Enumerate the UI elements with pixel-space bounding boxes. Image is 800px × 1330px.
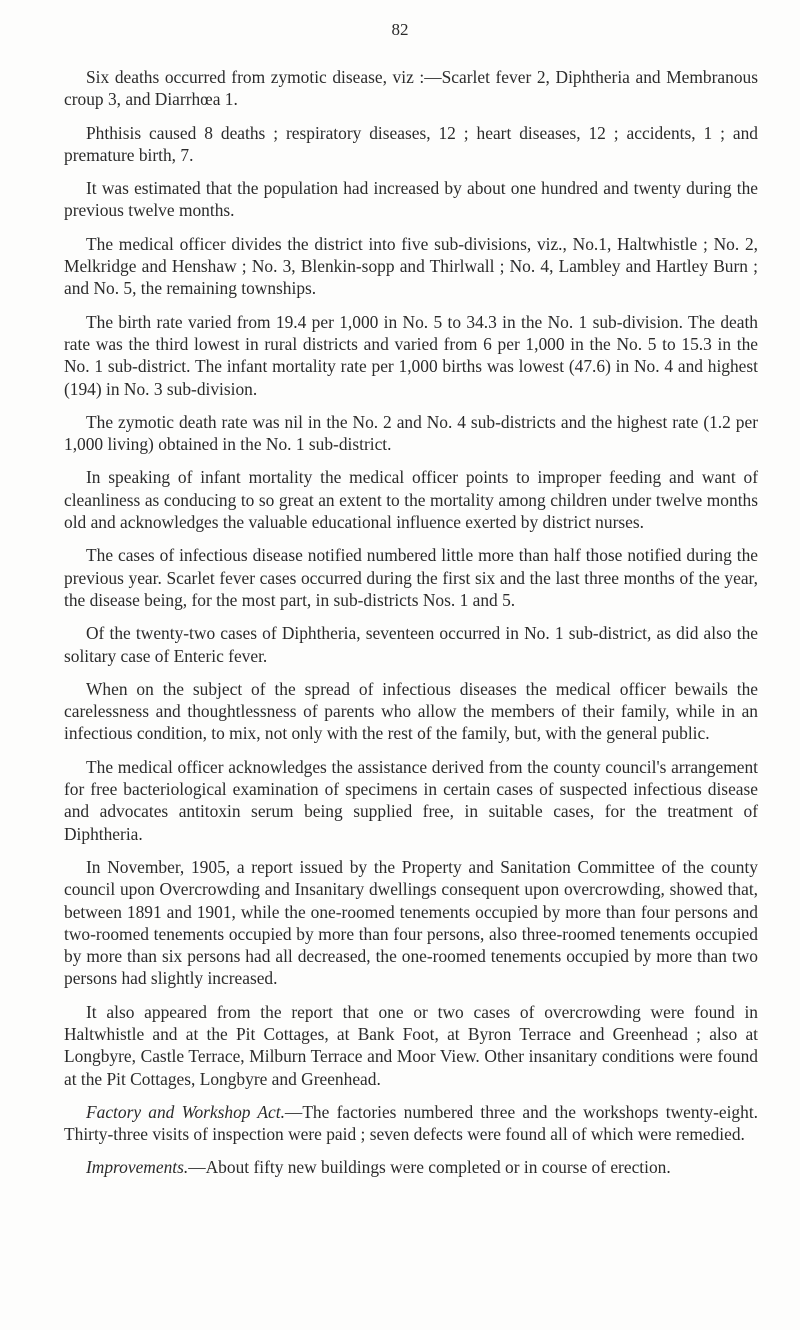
factory-workshop-text: —The factories numbered three and the workshops twenty-eight. Thirty-three visits of inspection were paid ; seven defects were found all of which were remedied. [64, 1101, 758, 1145]
paragraph-zymotic-deaths: Six deaths occurred from zymotic disease, viz :—Scarlet fever 2, Diphtheria and Membranous croup 3, and Diarrhœa 1. [64, 67, 758, 110]
paragraph-birth-death-rates: The birth rate varied from 19.4 per 1,000 in No. 5 to 34.3 in the No. 1 sub-division. The death rate was the third lowest in rural districts and varied from 6 per 1,000 in the No. 5 to 15.3 in the No. 1 sub-district. The infant mortality rate per 1,000 births was lowest (47.6) in No. 4 and highest (194) in No. 3 sub-division. [64, 311, 758, 399]
paragraph-infant-mortality: In speaking of infant mortality the medical officer points to improper feeding and want of cleanliness as conducing to so great an extent to the mortality among children under twelve months old and acknowledges the valuable educational influence exerted by district nurses. [64, 467, 758, 533]
paragraph-infectious-cases: The cases of infectious disease notified numbered little more than half those notified during the previous year. Scarlet fever cases occurred during the first six and the last three months of the year, the disease being, for the most part, in sub-districts Nos. 1 and 5. [64, 545, 758, 610]
body-text [64, 66, 758, 1190]
paragraph-bacteriological-examination: The medical officer acknowledges the assistance derived from the county council's arrangement for free bacteriological examination of specimens in certain cases of suspected infectious disease and advocates antitoxin serum being supplied free, in suitable cases, for the treatment of Diphtheria. [64, 756, 758, 844]
paragraph-overcrowding-report: In November, 1905, a report issued by the Property and Sanitation Committee of the county council upon Overcrowding and Insanitary dwellings consequent upon overcrowding, showed that, between 1891 and 1901, while the one-roomed tenements occupied by more than four persons and two-roomed tenements occupied by more than four persons, also three-roomed tenements occupied by more than six persons had all decreased, the one-roomed tenements occupied by more than two persons had slightly increased. [64, 856, 758, 989]
paragraph-improvements [64, 1156, 758, 1178]
paragraph-factory-workshop [64, 1101, 758, 1146]
paragraph-sub-divisions: The medical officer divides the district into five sub-divisions, viz., No.1, Haltwhistle ; No. 2, Melkridge and Henshaw ; No. 3, Blenkin-sopp and Thirlwall ; No. 4, Lambley and Hartley Burn ; and No. 5, the remaining townships. [64, 233, 758, 299]
paragraph-zymotic-rate: The zymotic death rate was nil in the No. 2 and No. 4 sub-districts and the highest rate (1.2 per 1,000 living) obtained in the No. 1 sub-district. [64, 411, 758, 455]
page-number: 82 [391, 20, 409, 39]
paragraph-population: It was estimated that the population had increased by about one hundred and twenty during the previous twelve months. [64, 178, 758, 221]
improvements-heading: Improvements. [86, 1157, 189, 1178]
paragraph-spread-of-disease: When on the subject of the spread of infectious diseases the medical officer bewails the carelessness and thoughtlessness of parents who allow the members of their family, while in an infectious condition, to mix, not only with the rest of the family, but, with the general public. [64, 678, 758, 744]
paragraph-overcrowding-locations: It also appeared from the report that one or two cases of overcrowding were found in Haltwhistle and at the Pit Cottages, at Bank Foot, at Byron Terrace and Greenhead ; also at Longbyre, Castle Terrace, Milburn Terrace and Moor View. Other insanitary conditions were found at the Pit Cottages, Longbyre and Greenhead. [64, 1001, 758, 1089]
paragraph-diphtheria-cases: Of the twenty-two cases of Diphtheria, seventeen occurred in No. 1 sub-district, as did also the solitary case of Enteric fever. [64, 623, 758, 666]
paragraph-causes-of-death: Phthisis caused 8 deaths ; respiratory diseases, 12 ; heart diseases, 12 ; accidents, 1 ; and premature birth, 7. [64, 122, 758, 165]
improvements-text: —About fifty new buildings were completed or in course of erection. [188, 1157, 671, 1178]
factory-workshop-heading: Factory and Workshop Act. [86, 1101, 285, 1122]
